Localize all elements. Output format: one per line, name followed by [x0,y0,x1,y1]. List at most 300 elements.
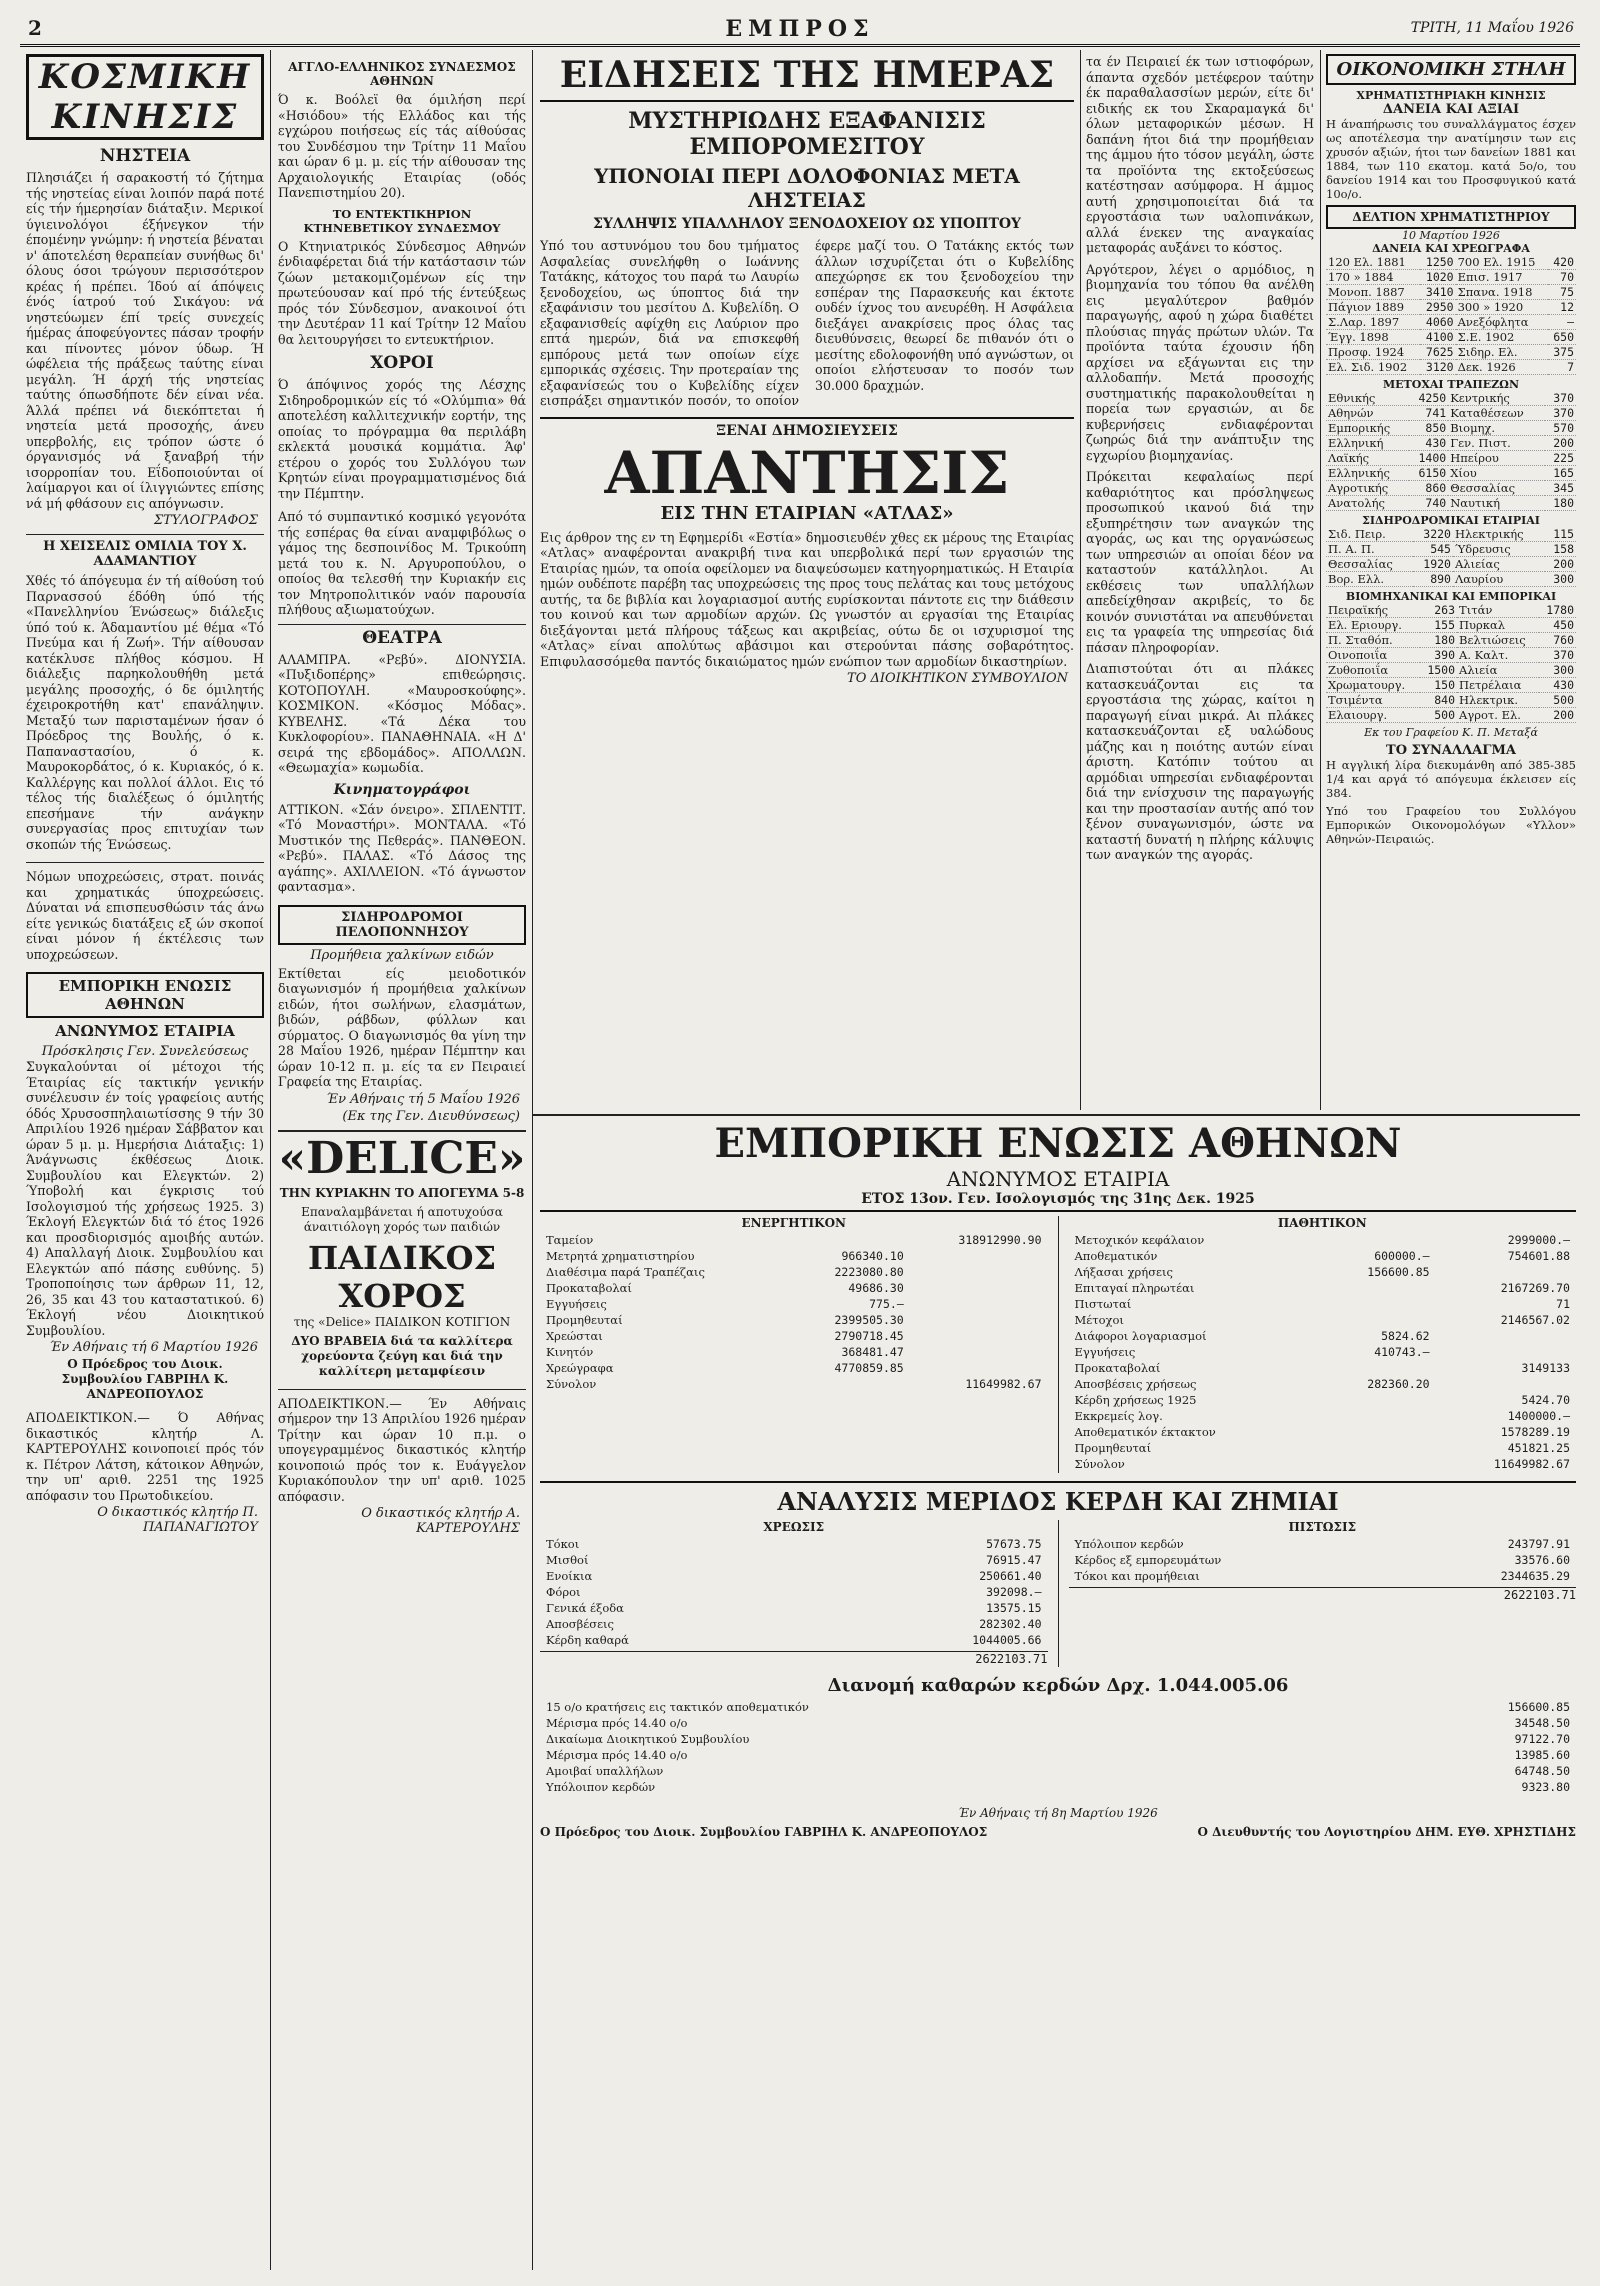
table-row [542,1700,1574,1714]
table-cell: Προσφ. 1924 [1326,345,1420,360]
enerhtikon-table [540,1231,1048,1393]
table-row [542,1249,1046,1263]
table-cell: 71 [1556,1297,1570,1311]
pistosis-title: ΠΙΣΤΩΣΙΣ [1288,1520,1357,1534]
table-cell [910,1281,1046,1295]
table-cell: Υπόλοιπον κερδών [1074,1537,1184,1551]
table-cell: Πάγιον 1889 [1326,300,1420,315]
table-cell: Α. Καλτ. [1457,648,1539,663]
table-cell: 97122.70 [1514,1732,1570,1746]
table-row [1071,1329,1575,1343]
table-cell [1318,1441,1434,1455]
table-row [542,1732,1574,1746]
balance-footer-date: Έν Αθήναις τή 8η Μαρτίου 1926 [958,1806,1158,1820]
news-headline-3: ΣΥΛΛΗΨΙΣ ΥΠΑΛΛΗΛΟΥ ΞΕΝΟΔΟΧΕΙΟΥ ΩΣ ΥΠΟΠΤΟΥ [592,216,1022,232]
table-row [542,1377,1046,1391]
ktiniatriko-title: ΤΟ ΕΝΤΕΚΤΙΚΗΡΙΟΝ ΚΤΗΝΕΒΕΤΙΚΟΥ ΣΥΝΔΕΣΜΟΥ [303,206,501,235]
table-row [542,1345,1046,1359]
table-cell [793,1377,908,1391]
table-cell: 3220 [1413,527,1453,542]
table-cell: 4250 [1409,391,1449,406]
table-cell [910,1265,1046,1279]
table-cell: Προμηθευταί [1074,1441,1152,1455]
table-cell: 500 [1539,693,1576,708]
table-row [1326,466,1576,481]
table-cell [910,1297,1046,1311]
table-cell: 370 [1545,406,1576,421]
table-cell: Ηπείρου [1448,451,1545,466]
table-cell: Εμπορικής [1326,421,1409,436]
table-cell: 450 [1539,618,1576,633]
xeiselis-title: Η ΧΕΙΣΕΛΙΣ ΟΜΙΛΙΑ ΤΟΥ Χ. ΑΔΑΜΑΝΤΙΟΥ [26,534,264,569]
table-row [1326,360,1576,375]
enerhtikon-title: ΕΝΕΡΓΗΤΙΚΟΝ [741,1216,847,1230]
table-cell: Σ.Ε. 1902 [1456,330,1548,345]
news-headline-1: ΜΥΣΤΗΡΙΩΔΗΣ ΕΞΑΦΑΝΙΣΙΣ ΕΜΠΟΡΟΜΕΣΙΤΟΥ [628,108,986,160]
industry-body-3: Πρόκειται κεφαλαίως περί καθαριότητος και πρόσληψεως προσωπικού ικανού διά την εξυπηρέτησιν των αναγκών της αγοράς, ως και της οργανώσεως των υπηρεσιών αι οποίαι δέον να καταστούν κατάλληλοι. Αι εκθέσεις των υπαλλήλων απεδείχθησαν ακριβείς, το δε κοινόν συνιστάται να απευθύνεται εις τα γραφεία της υπηρεσίας διά πάσαν πληροφορίαν. [1086,469,1314,655]
table-cell: Προκαταβολαί [1074,1361,1161,1375]
table-cell: 370 [1539,648,1576,663]
table-cell: Ελ. Εριουργ. [1326,618,1420,633]
ad-body: Συγκαλούνται οί μέτοχοι τής Έταιρίας είς τακτικήν γενικήν συνέλευσιν έν τοίς γραφείοις αυτής όδός Χρυσοσπηλαιωτίσσης 9 τήν 30 Απριλίου 1926 ημέραν Σάββατον και ώραν 5 μ. μ. Ημερήσια Διάταξις: 1) Άνάγνωσις έκθέσεως Διοικ. Συμβουλίου και Ελεγκτών. 2) Ύποβολή και έγκρισις τού Ισολογισμού τής χρήσεως 1925. 3) Έκλογή Ελεγκτών διά τό έτος 1926 και προσδιορισμός αμοιβής αυτών. 4) Απαλλαγή Διοικ. Συμβουλίου και Ελεγκτών από πάσης ευθύνης. 5) Τροποποίησις των άρθρων 11, 12, 26, 35 και 43 του καταστατικού. 6) Έκλογή νέου Διοικητικού Συμβουλίου. [26,1059,264,1338]
table-cell: Θεσσαλίας [1448,481,1545,496]
table-row [542,1281,1046,1295]
table-row [542,1716,1574,1730]
table-cell [1318,1313,1434,1327]
table-cell: Τιτάν [1457,603,1539,618]
table-cell: Ζυθοποιΐα [1326,663,1420,678]
table-row [1071,1537,1575,1551]
table-row [1071,1409,1575,1423]
table-cell: Ναυτική [1448,496,1545,511]
rail-ad-title: ΣΙΔΗΡΟΔΡΟΜΟΙ ΠΕΛΟΠΟΝΝΗΣΟΥ [278,905,526,945]
table-cell: Ελληνικής [1326,466,1409,481]
table-row [542,1780,1574,1794]
table-cell: 430 [1409,436,1449,451]
table-cell [1318,1281,1434,1295]
table-cell: 76915.47 [986,1553,1042,1567]
apantisis-signature: ΤΟ ΔΙΟΙΚΗΤΙΚΟΝ ΣΥΜΒΟΥΛΙΟΝ [847,671,1068,686]
table-cell: 740 [1409,496,1449,511]
table-cell: 4060 [1420,315,1456,330]
table-cell: Ηλεκτρικ. [1457,693,1539,708]
table-cell: 700 Ελ. 1915 [1456,255,1548,270]
delice-middle: Επαναλαμβάνεται ή αποτυχούσα άναιτιόλογη χορός των παιδιών [301,1204,503,1234]
table-cell: Δεκ. 1926 [1456,360,1548,375]
table-cell: 200 [1545,557,1576,572]
table-row [1326,527,1576,542]
pistosis-total: 2622103.71 [1069,1587,1577,1603]
table-cell: 300 [1545,572,1576,587]
pathitikon-table [1069,1231,1577,1473]
deltion-title: ΔΕΛΤΙΟΝ ΧΡΗΜΑΤΙΣΤΗΡΙΟΥ [1326,205,1576,229]
table-cell [1318,1361,1434,1375]
table-cell: Πιστωταί [1074,1297,1132,1311]
table-cell: 2790718.45 [834,1329,904,1343]
table-cell: 2399505.30 [834,1313,904,1327]
table-row [1326,285,1576,300]
table-cell: 451821.25 [1507,1441,1570,1455]
table-cell: 966340.10 [841,1249,904,1263]
table-cell: Δικαίωμα Διοικητικού Συμβουλίου [546,1732,750,1746]
table-cell [1318,1457,1434,1471]
table-cell: 3410 [1420,285,1456,300]
sidhrodromoi-title: ΣΙΔΗΡΟΔΡΟΜΙΚΑΙ ΕΤΑΙΡΙΑΙ [1362,514,1540,527]
delice-title: «DELICE» [278,1132,526,1184]
table-cell: Υπόλοιπον κερδών [546,1780,656,1794]
table-cell [1318,1297,1434,1311]
table-row [542,1569,1046,1583]
table-cell: — [1548,315,1576,330]
table-cell: 156600.85 [1367,1265,1430,1279]
table-cell: Ανεξόφλητα [1456,315,1548,330]
table-row [1071,1313,1575,1327]
table-row [1326,542,1576,557]
table-row [1326,345,1576,360]
rail-ad-sign: (Εκ της Γεν. Διευθύνσεως) [342,1108,520,1124]
social-event-body: Από τό συμπαντικό κοσμικό γεγονότα τής εσπέρας θα είναι αναμφιβόλως ο γάμος της δεσποινίδος Μ. Τρικούπη μετά του κ. Ν. Αργυροπούλου, ο οποίος θα τελεσθή την Κυριακήν εις τον Μητροπολιτικόν ναόν παρουσία πλήθους αξιωματούχων. [278,509,526,617]
news-headline-2: ΥΠΟΝΟΙΑΙ ΠΕΡΙ ΔΟΛΟΦΟΝΙΑΣ ΜΕΤΑ ΛΗΣΤΕΙΑΣ [594,164,1020,212]
table-cell: 1780 [1539,603,1576,618]
table-cell: 200 [1539,708,1576,723]
table-cell: 115 [1545,527,1576,542]
table-cell: Λαυρίου [1453,572,1545,587]
table-cell: Αποθεματικόν έκτακτον [1074,1425,1216,1439]
table-cell: Προμηθευταί [546,1313,623,1327]
dianomi-table [540,1698,1576,1796]
table-cell: 3120 [1420,360,1456,375]
table-cell: Κέρδη χρήσεως 1925 [1074,1393,1197,1407]
table-row [1071,1297,1575,1311]
table-cell: 170 » 1884 [1326,270,1420,285]
table-cell: 1920 [1413,557,1453,572]
table-cell: 300 [1539,663,1576,678]
balance-footer-right: Ο Διευθυντής του Λογιστηρίου ΔΗΜ. ΕΥΘ. ΧΡΗΣΤΙΔΗΣ [1197,1825,1576,1839]
table-row [1071,1553,1575,1567]
table-cell: 34548.50 [1514,1716,1570,1730]
table-cell: 545 [1413,542,1453,557]
table-cell: 7 [1548,360,1576,375]
table-row [1326,421,1576,436]
xenai-title: ΞΕΝΑΙ ΔΗΜΟΣΙΕΥΣΕΙΣ [540,417,1074,439]
kinematografoi-title: Κινηματογράφοι [333,781,471,798]
table-cell: 150 [1420,678,1457,693]
table-cell: Τόκοι και προμήθειαι [1074,1569,1200,1583]
table-cell: Αμοιβαί υπαλλήλων [546,1764,664,1778]
anglo-hellenic-body: Ό κ. Βοόλεϊ θα όμιλήση περί «Ησιόδου» τής Ελλάδος και τής εγχώρου ποιήσεως είς τάς αίθούσας του Συνδέσμου την Τρίτην 11 Μαΐου και ώραν 6 μ. μ. είς τήν αίθουσαν της Αρχαιολογικής Εταιρίας (οδός Πανεπιστημίου 20). [278,92,526,200]
table-cell: 158 [1545,542,1576,557]
table-cell: 70 [1548,270,1576,285]
table-cell: 2950 [1420,300,1456,315]
table-cell: 180 [1420,633,1457,648]
table-cell: Χρεώγραφα [546,1361,614,1375]
table-cell: Διάφοροι λογαριασμοί [1074,1329,1207,1343]
theatra-title: ΘΕΑΤΡΑ [278,624,526,648]
nisteia-signature: ΣΤΥΛΟΓΡΑΦΟΣ [153,513,258,528]
masthead: ΕΜΠΡΟΣ [725,16,875,42]
table-row [1326,330,1576,345]
xreosis-title: ΧΡΕΩΣΙΣ [763,1520,825,1534]
table-cell: Ενοίκια [546,1569,593,1583]
table-cell: Χρωματουργ. [1326,678,1420,693]
table-cell: Μέρισμα πρός 14.40 ο/ο [546,1748,688,1762]
table-cell: Κεντρικής [1448,391,1545,406]
table-cell: 600000.— [1374,1249,1430,1263]
news-title: ΕΙΔΗΣΕΙΣ ΤΗΣ ΗΜΕΡΑΣ [540,54,1074,102]
table-cell: 390 [1420,648,1457,663]
table-cell [1436,1345,1574,1359]
xoroi-title: ΧΟΡΟΙ [370,353,434,373]
table-row [1071,1457,1575,1471]
table-cell: 850 [1409,421,1449,436]
table-row [542,1361,1046,1375]
table-cell: 2344635.29 [1500,1569,1570,1583]
issue-date: ΤΡΙΤΗ, 11 Μαΐου 1926 [1410,20,1574,36]
table-cell: Βιομηχ. [1448,421,1545,436]
ad-date: Έν Αθήναις τή 6 Μαρτίου 1926 [49,1340,258,1355]
table-cell: Σύνολον [546,1377,597,1391]
sunallagma-footer: Υπό του Γραφείου του Συλλόγου Εμπορικών Οικονομολόγων «Υλλον» Αθηνών-Πειραιώς. [1326,804,1576,846]
table-cell: 300 » 1920 [1456,300,1548,315]
table-cell: Αποσβέσεις [546,1617,615,1631]
metoxai-table [1326,391,1576,511]
table-cell: 318912990.90 [958,1233,1042,1247]
table-cell: Αλιείας [1453,557,1545,572]
kinematografoi-listing: ΑΤΤΙΚΟΝ. «Σάν όνειρο». ΣΠΛΕΝΤΙΤ. «Τό Μοναστήρι». ΜΟΝΤΑΛΑ. «Τό Μυστικόν της Πεθεράς». ΠΑΝΘΕΟΝ. «Ρεβύ». ΠΑΛΑΣ. «Τό Δάσος της αγάπης». ΑΧΙΛΛΕΙΟΝ. «Τό άγνωστον φαντασμα». [278,801,526,894]
table-cell: 13575.15 [986,1601,1042,1615]
table-row [542,1764,1574,1778]
table-row [1326,572,1576,587]
table-cell: Εθνικής [1326,391,1409,406]
apantisis-body: Εις άρθρον της εν τη Εφημερίδι «Εστία» δημοσιευθέν χθες εκ μέρους της Εταιρίας «Ατλας» αναφέρονται ανακριβή τινα και υπερβολικά περί των εργασιών της Εταιρίας ημών, τα οποία οφείλομεν να διαψεύσωμεν κατηγορηματικώς. Η Εταιρία ημών ουδέποτε παρέβη τας υποχρεώσεις της προς τους πελάτας και τους μετόχους αυτής, τα δε βιβλία και λογαριασμοί αυτής ευρίσκονται πάντοτε εις την διάθεσιν του κοινού και των αρμοδίων αρχών. Ως γνωστόν αι εργασίαι της Εταιρίας διεξάγονται μετά πλήρους τάξεως και ακριβείας, ούτω δε οι ισχυρισμοί της «Ατλας» είναι απολύτως αβάσιμοι και στερούνται πάσης σοβαρότητος. Επιφυλασσόμεθα παντός δικαιώματος ημών ενώπιον των αρμοδίων δικαστηρίων. [540,529,1074,669]
table-cell: Έγγ. 1898 [1326,330,1420,345]
daneia-title: ΔΑΝΕΙΑ ΚΑΙ ΑΞΙΑΙ [1382,102,1520,117]
table-cell: Κινητόν [546,1345,594,1359]
table-cell: Κέρδη καθαρά [546,1633,629,1647]
nisteia-body: Πλησιάζει ή σαρακοστή τό ζήτημα τής νηστείας είναι λοιπόν παρά ποτέ είς τήν ήμερησίαν διάταξιν. Μερικοί ύγιεινολόγοι έξήνεγκον τήν έπομένην γνώμην: ή νηστεία βέναται ν' άποτελέση θεραπείαν συνήθως δι' όλους όσοι τρώγουν περισσότερον κρέας ή πρέπει. Ίδού αί άπόψεις ένός ίατρού τού Σικάγου: νά νηστεύωμεν έπί τρείς συνεχείς ήμέρας άποφεύγοντες πάσαν τροφήν και πίνοντες μόνον ύδωρ. Ή ώφέλεια τής πράξεως ταύτης είναι μεγάλη. Ή άρχή τής νηστείας ταύτης όπωσδήποτε δέν είναι νέα. Άλλά πρέπει νά διεκόπτεται ή νηστεία μετά προσοχής, άνευ υπερβολής, εις τρόπον ώστε ό όργανισμός νά ξαναβρή τήν ισορροπίαν του. Εΐδοποιούνται οί λαίμαργοι και οί ίλιγγιώντες επίσης νά μή φθάσουν εις απόγνωσιν. [26,170,264,511]
ad-signature: Ο Πρόεδρος του Διοικ. Συμβουλίου ΓΑΒΡΙΗΛ Κ. ΑΝΔΡΕΟΠΟΥΛΟΣ [61,1357,229,1401]
table-cell: 2999000.— [1507,1233,1570,1247]
table-cell: 12 [1548,300,1576,315]
table-cell: 741 [1409,406,1449,421]
table-row [542,1633,1046,1647]
table-cell: Μέτοχοι [1074,1313,1124,1327]
table-cell: Ανατολής [1326,496,1409,511]
table-cell: Μέρισμα πρός 14.40 ο/ο [546,1716,688,1730]
table-cell: Χρεώσται [546,1329,603,1343]
rail-ad-body: Εκτίθεται είς μειοδοτικόν διαγωνισμόν ή προμήθεια χαλκίνων ειδών, ήτοι σωλήνων, ελασμάτων, βιδών, ράβδων, φύλλων και σύρματος. Ο διαγωνισμός θα γίνη την 28 Μαΐου 1926, ημέραν Πέμπτην και ώραν 10-12 π. μ. είς τα εν Πειραιεί Γραφεία της Εταιρίας. [278,965,526,1089]
table-row [542,1585,1046,1599]
table-cell: 1250 [1420,255,1456,270]
table-row [1326,678,1576,693]
table-row [1326,436,1576,451]
table-row [1326,315,1576,330]
table-cell [910,1313,1046,1327]
table-cell: 754601.88 [1507,1249,1570,1263]
page-header [20,14,1580,47]
industry-body-1: τα έν Πειραιεί έκ των ιστιοφόρων, άπαντα σχεδόν μετέφερον ταύτην έκ παραθαλασσίων μερών, είτε δι' ειδικής εκ του Σκαραμαγκά δι' όλων μεταφορικών μέσων. Η δαπάνη ήτοι διά την προμήθειαν της άμμου ήτο τόσον μεγάλη, ώστε τα προϊόντα της εκτοξεύσεως κατέστησαν ασύμφορα. Η άμμος αυτή χρησιμοποιείται διά τα εργοστάσια των υαλοπινάκων, αλλά ένεκεν της αναγκαίας μεταφοράς αυξάνει το κόστος. [1086,54,1314,255]
table-cell: 370 [1545,391,1576,406]
table-row [1071,1361,1575,1375]
paidikos-prizes: ΔΥΟ ΒΡΑΒΕΙΑ διά τα καλλίτερα χορεύοντα ζεύγη και διά την καλλίτερη μεταμφίεσιν [291,1333,513,1378]
table-cell: 375 [1548,345,1576,360]
table-row [1326,693,1576,708]
table-row [542,1601,1046,1615]
table-cell: 1500 [1420,663,1457,678]
table-cell: 250661.40 [979,1569,1042,1583]
ktiniatriko-body: Ο Κτηνιατρικός Σύνδεσμος Αθηνών ένδιαφέρεται διά τήν κατάστασιν τών ζώων μετακομιζομένων είς την πρωτεύουσαν καί πρό τής έντεύξεως πρός τόν Σύνδεσμον, ανακοινοί ότι την Δευτέραν 11 καί Τρίτην 12 Μαΐου θα λειτουργήσει το εντευκτήριον. [278,238,526,347]
table-cell: 420 [1548,255,1576,270]
table-row [542,1313,1046,1327]
pistosis-table [1069,1535,1577,1585]
paidikos-subtitle: της «Delice» ΠΑΙΔΙΚΟΝ ΚΟΤΙΓΙΟΝ [293,1314,511,1329]
table-cell: Καταθέσεων [1448,406,1545,421]
metoxai-title: ΜΕΤΟΧΑΙ ΤΡΑΠΕΖΩΝ [1382,378,1519,391]
table-cell: 49686.30 [848,1281,904,1295]
analysis-title: ΑΝΑΛΥΣΙΣ ΜΕΡΙΔΟΣ ΚΕΡΔΗ ΚΑΙ ΖΗΜΙΑΙ [540,1481,1576,1516]
table-cell: 64748.50 [1514,1764,1570,1778]
table-cell: Βελτιώσεις [1457,633,1539,648]
industry-body-4: Διαπιστούται ότι αι πλάκες κατασκευάζονται εις τα εργοστάσια της χώρας, καίτοι η παραγωγή είναι μικρά. Αι πλάκες κατασκευάζονται εξ υαλώδους μάζης και η ποιότης αυτών είναι άριστη. Κατόπιν τούτου αι αρμόδιαι υπηρεσίαι ενδιαφέρονται διά την ενίσχυσιν της παραγωγής και την προστασίαν αυτής από τον ξένον συναγωνισμόν, ώστε να καταστή δυνατή η πλήρης κάλυψις των αναγκών της αγοράς. [1086,661,1314,862]
table-row [542,1537,1046,1551]
table-row [1326,648,1576,663]
table-cell: 1044005.66 [972,1633,1042,1647]
apodeiktikon-signature: Ο δικαστικός κλητήρ Π. ΠΑΠΑΝΑΓΙΩΤΟΥ [97,1505,258,1535]
table-row [1071,1377,1575,1391]
rail-ad-date: Έν Αθήναις τή 5 Μαΐου 1926 [326,1091,520,1107]
table-row [1326,663,1576,678]
column-2 [278,54,526,2268]
table-cell: Ύδρευσις [1453,542,1545,557]
table-cell: Πυρκαλ [1457,618,1539,633]
table-row [1071,1441,1575,1455]
table-cell: Διαθέσιμα παρά Τραπέζαις [546,1265,705,1279]
ad-invite: Πρόσκλησις Γεν. Συνελεύσεως [41,1044,249,1059]
table-cell: 392098.— [986,1585,1042,1599]
xeiselis-body: Χθές τό άπόγευμα έν τή αίθούση τού Παρνασσού έδόθη ύπό τής «Πανελληνίου Ένώσεως» διάλεξις ύπό τού κ. Άδαμαντίου μέ θέμα «Τό Πνεύμα και ή Ζωή». Τήν αίθουσαν κατέκλυσε πλήθος κόσμου. Η διάλεξις παρηκολουθήθη μετά μεγάλης προσοχής, ό δε όμιλητής έχειροκροτήθη κατ' επανάληψιν. Μεταξύ των παρισταμένων ήσαν ό Πρόεδρος της Βουλής, ό κ. Παπαναστασίου, ό κ. Μαυροκορδάτος, ό κ. Κυριακός, ό κ. Καλλέργης και πολλοί άλλοι. Εις τό τέλος τής διαλέξεως ό όμιλητής επεσήμανε τήν ανάγκην συνεργασίας προς επιτυχίαν των σκοπών τής Ένώσεως. [26,573,264,852]
column-1 [26,54,264,2268]
table-cell [910,1249,1046,1263]
table-cell: 9323.80 [1521,1780,1570,1794]
table-cell [1436,1377,1574,1391]
table-row [1326,300,1576,315]
sunallagma-title: ΤΟ ΣΥΝΑΛΛΑΓΜΑ [1386,743,1516,758]
notice-text: Νόμων υποχρεώσεις, στρατ. ποινάς και χρηματικάς ύποχρεώσεις. Δύναται νά επισπευσθώσιν τάς άνω είτε γενικώς διατάξεις εξ ών σκοποί είναι μόνον ή έκτέλεσις των υποχρεώσεων. [26,862,264,962]
table-cell: Αποθεματικόν [1074,1249,1158,1263]
table-cell: 368481.47 [841,1345,904,1359]
table-cell: 282302.40 [979,1617,1042,1631]
table-cell: Π. Σταθόπ. [1326,633,1420,648]
table-row [1326,633,1576,648]
table-cell: 11649982.67 [1493,1457,1570,1471]
table-cell: Γεν. Πιστ. [1448,436,1545,451]
table-row [1326,708,1576,723]
table-cell [1318,1393,1434,1407]
daneia-table-title: ΔΑΝΕΙΑ ΚΑΙ ΧΡΕΩΓΡΑΦΑ [1372,242,1530,255]
table-cell: Σιδηρ. Ελ. [1456,345,1548,360]
table-cell: Εκκρεμείς λογ. [1074,1409,1163,1423]
table-cell: Ελ. Σιδ. 1902 [1326,360,1420,375]
table-cell: Πειραϊκής [1326,603,1420,618]
apantisis-subtitle: ΕΙΣ ΤΗΝ ΕΤΑΙΡΙΑΝ «ΑΤΛΑΣ» [660,502,954,524]
table-cell: 165 [1545,466,1576,481]
table-cell: 2167269.70 [1500,1281,1570,1295]
table-cell: Πετρέλαια [1457,678,1539,693]
table-cell: 225 [1545,451,1576,466]
page-number: 2 [28,16,42,40]
balance-footer-left: Ο Πρόεδρος του Διοικ. Συμβουλίου ΓΑΒΡΙΗΛ Κ. ΑΝΔΡΕΟΠΟΥΛΟΣ [540,1825,988,1839]
table-row [542,1748,1574,1762]
deltion-date: 10 Μαρτίου 1926 [1402,229,1500,242]
table-row [1071,1233,1575,1247]
xreosis-total: 2622103.71 [540,1651,1048,1667]
table-row [542,1233,1046,1247]
table-cell: Βορ. Ελλ. [1326,572,1413,587]
xoroi-body: Ό άπόψινος χορός της Λέσχης Σιδηροδρομικών είς τό «Ολύμπια» θά αποτελέση καλλιτεχνικήν εορτήν, της οποίας το πρόγραμμα θα περιλάβη εκλεκτά μουσικά κομμάτια. Άφ' ετέρου ο χορός του Συλλόγου των Κρητών είναι προγραμματισμένος διά την Πέμπτην. [278,377,526,501]
table-cell: 890 [1413,572,1453,587]
table-cell: 1020 [1420,270,1456,285]
data-source: Εκ του Γραφείου Κ. Π. Μεταξά [1364,726,1538,739]
table-cell: Σιδ. Πειρ. [1326,527,1413,542]
ad-subtitle: ΑΝΩΝΥΜΟΣ ΕΤΑΙΡΙΑ [55,1022,235,1040]
table-row [1071,1281,1575,1295]
table-cell: 156600.85 [1507,1700,1570,1714]
table-cell: Αποσβέσεις χρήσεως [1074,1377,1197,1391]
table-cell: 180 [1545,496,1576,511]
table-cell: 6150 [1409,466,1449,481]
biomixanikai-title: ΒΙΟΜΗΧΑΝΙΚΑΙ ΚΑΙ ΕΜΠΟΡΙΚΑΙ [1345,590,1557,603]
table-cell: Αθηνών [1326,406,1409,421]
table-cell: Σ.Λαρ. 1897 [1326,315,1420,330]
newspaper-page [20,14,1580,2272]
table-cell: Θεσσαλίας [1326,557,1413,572]
table-cell: 2146567.02 [1500,1313,1570,1327]
table-cell: 410743.— [1374,1345,1430,1359]
table-cell: 775.— [869,1297,904,1311]
table-cell: 840 [1420,693,1457,708]
nisteia-title: ΝΗΣΤΕΙΑ [99,146,191,166]
table-cell: Αγροτικής [1326,481,1409,496]
delice-subtitle: ΤΗΝ ΚΥΡΙΑΚΗΝ ΤΟ ΑΠΟΓΕΥΜΑ 5-8 [279,1185,525,1200]
table-row [1326,270,1576,285]
table-cell: Σπανα. 1918 [1456,285,1548,300]
table-cell: Σύνολον [1074,1457,1125,1471]
table-row [542,1265,1046,1279]
table-row [1326,481,1576,496]
table-cell [1318,1409,1434,1423]
table-row [542,1297,1046,1311]
table-cell: 500 [1420,708,1457,723]
table-cell: 5424.70 [1521,1393,1570,1407]
table-cell: Μονοπ. 1887 [1326,285,1420,300]
ad-title: ΕΜΠΟΡΙΚΗ ΕΝΩΣΙΣ ΑΘΗΝΩΝ [26,972,264,1018]
table-cell: 263 [1420,603,1457,618]
table-cell: Λαϊκής [1326,451,1409,466]
table-cell: 33576.60 [1514,1553,1570,1567]
daneia-table [1326,255,1576,375]
table-cell: Π. Α. Π. [1326,542,1413,557]
table-row [1326,451,1576,466]
rail-ad-subtitle: Προμήθεια χαλκίνων ειδών [310,947,494,963]
balance-period: ΕΤΟΣ 13ον. Γεν. Ισολογισμός της 31ης Δεκ. 1925 [540,1191,1576,1212]
table-cell: Φόροι [546,1585,581,1599]
table-cell: 1400000.— [1507,1409,1570,1423]
apodeiktikon2-signature: Ο δικαστικός κλητήρ Α. ΚΑΡΤΕΡΟΥΛΗΣ [361,1506,520,1536]
balance-title: ΕΜΠΟΡΙΚΗ ΕΝΩΣΙΣ ΑΘΗΝΩΝ [714,1120,1402,1167]
table-cell: Γενικά έξοδα [546,1601,624,1615]
table-row [542,1617,1046,1631]
anglo-hellenic-title: ΑΓΓΛΟ-ΕΛΛΗΝΙΚΟΣ ΣΥΝΔΕΣΜΟΣ ΑΘΗΝΩΝ [288,60,516,88]
